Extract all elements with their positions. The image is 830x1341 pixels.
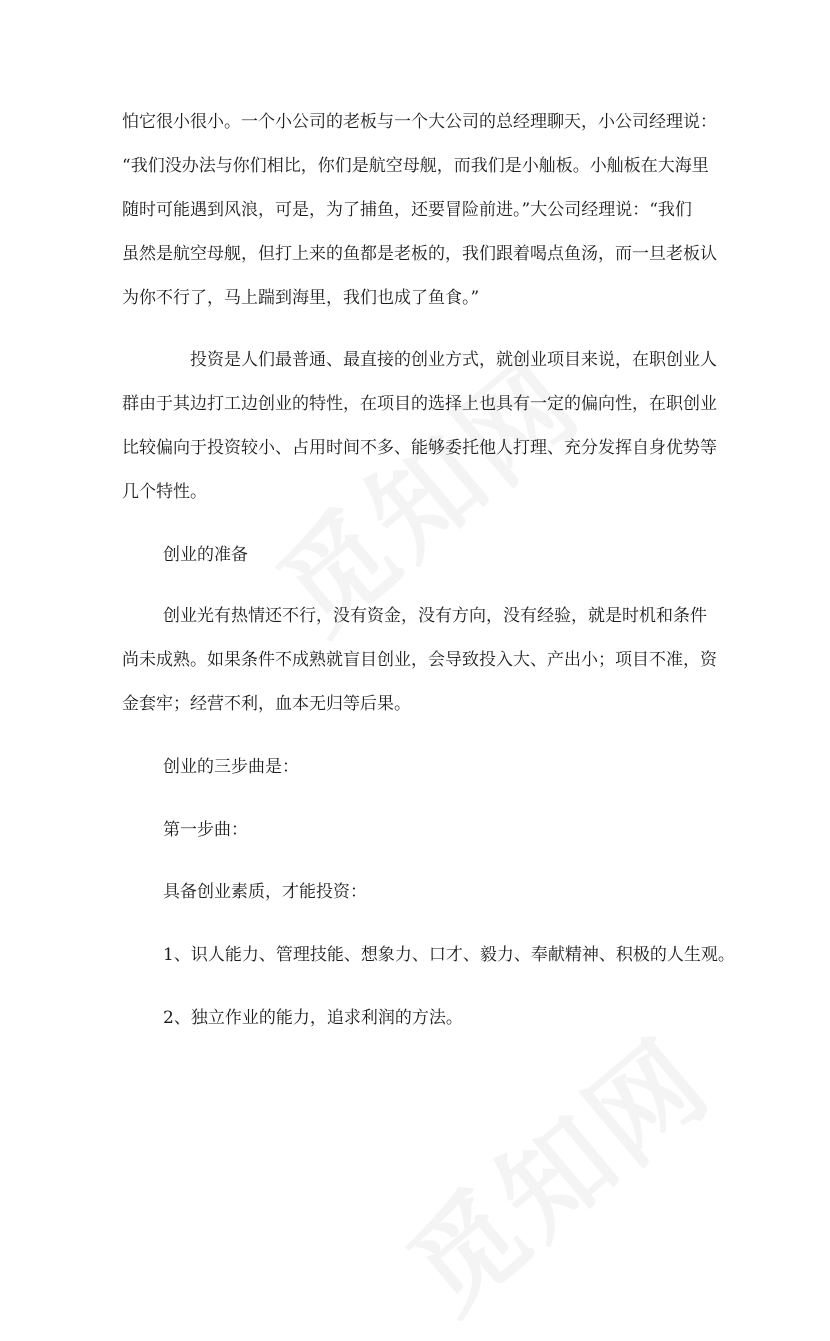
paragraph-line: 虽然是航空母舰，但打上来的鱼都是老板的，我们跟着喝点鱼汤，而一旦老板认: [122, 244, 717, 264]
paragraph-line: 怕它很小很小。一个小公司的老板与一个大公司的总经理聊天，小公司经理说：: [122, 112, 717, 132]
paragraph-line: 创业的三步曲是：: [163, 757, 299, 777]
paragraph-line: 群由于其边打工边创业的特性，在项目的选择上也具有一定的偏向性，在职创业: [122, 394, 717, 414]
paragraph-line: 第一步曲：: [163, 820, 248, 840]
paragraph-line: 几个特性。: [122, 482, 207, 502]
paragraph-line: 投资是人们最普通、最直接的创业方式，就创业项目来说，在职创业人: [190, 350, 717, 370]
paragraph-line: 为你不行了，马上踹到海里，我们也成了鱼食。”: [122, 288, 480, 308]
paragraph-line: 随时可能遇到风浪，可是，为了捕鱼，还要冒险前进。”大公司经理说：“我们: [122, 200, 692, 220]
watermark: [370, 997, 738, 1341]
list-item: 2、独立作业的能力，追求利润的方法。: [163, 1008, 463, 1028]
paragraph-line: “我们没办法与你们相比，你们是航空母舰，而我们是小舢板。小舢板在大海里: [122, 156, 709, 176]
list-item: 1、识人能力、管理技能、想象力、口才、毅力、奉献精神、积极的人生观。: [163, 945, 735, 965]
paragraph-line: 具备创业素质，才能投资：: [163, 882, 367, 902]
paragraph-line: 创业光有热情还不行，没有资金，没有方向，没有经验，就是时机和条件: [163, 606, 707, 626]
paragraph-line: 比较偏向于投资较小、占用时间不多、能够委托他人打理、充分发挥自身优势等: [122, 438, 717, 458]
paragraph-line: 金套牢；经营不利，血本无归等后果。: [122, 694, 411, 714]
section-heading: 创业的准备: [163, 545, 248, 565]
paragraph-line: 尚未成熟。如果条件不成熟就盲目创业，会导致投入大、产出小；项目不准，资: [122, 650, 717, 670]
